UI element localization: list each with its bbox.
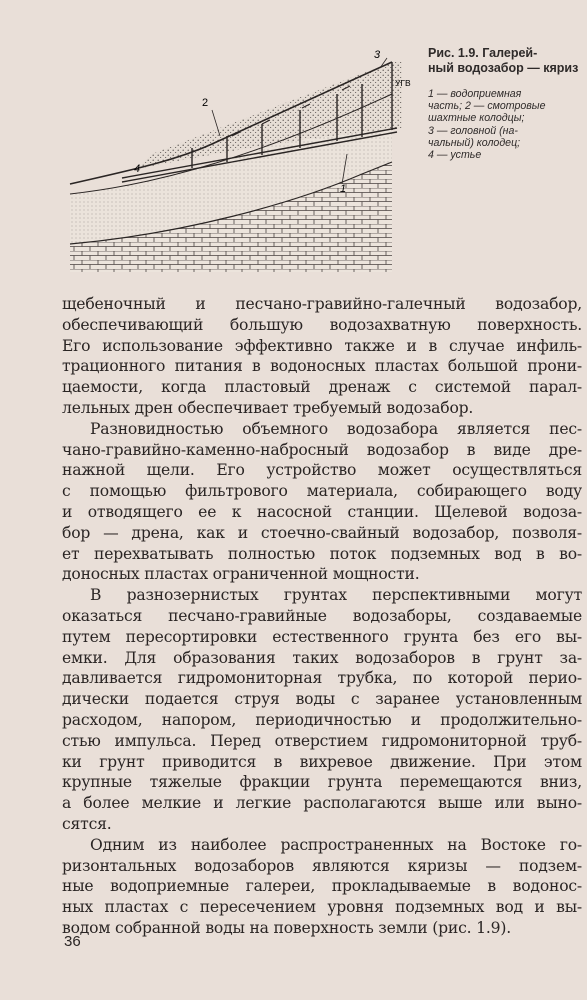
text-line: водом собранной воды на поверхность земли (рис. 1.9).: [62, 918, 511, 937]
legend-line: шахтные колодцы;: [428, 112, 525, 125]
text-line: а более мелкие и легкие располагаются выше или выно-: [62, 794, 582, 813]
label-4: 4: [134, 163, 141, 175]
text-line: Разновидностью объемного водозабора является пес-: [90, 419, 582, 438]
text-line: ки грунт приводится в вихревое движение. При этом: [62, 752, 582, 771]
text-line: крупные тяжелые фракции грунта перемещаются вниз,: [62, 773, 582, 792]
text-line: В разнозернистых грунтах перспективными могут: [90, 586, 582, 605]
text-line: щебеночный и песчано-гравийно-галечный водозабор,: [62, 295, 582, 313]
page-number: 36: [64, 933, 81, 950]
paragraph: [62, 294, 582, 419]
label-2: 2: [202, 97, 209, 109]
text-line: ет перехватывать полностью поток подземных вод в во-: [62, 544, 582, 563]
legend-line: часть; 2 — смотровые: [428, 100, 546, 113]
figure-caption: [428, 46, 586, 161]
text-line: Его использование эффективно также и в случае инфиль-: [62, 336, 582, 355]
text-line: Одним из наиболее распространенных на Востоке го-: [90, 835, 582, 854]
text-line: стью импульса. Перед отверстием гидромониторной труб-: [62, 731, 582, 750]
text-line: лельных дрен обеспечивает требуемый водозабор.: [62, 398, 474, 417]
paragraph: [62, 419, 582, 585]
label-1: 1: [340, 183, 347, 195]
paragraph: [62, 835, 582, 939]
text-line: сятся.: [62, 814, 112, 833]
text-line: емки. Для образования таких водозаборов в грунт за-: [62, 648, 582, 667]
text-line: ризонтальных водозаборов являются кяризы — подзем-: [62, 856, 582, 875]
legend-line: 3 — головной (на-: [428, 124, 518, 137]
text-line: и отводящего ее к насосной станции. Щелевой водоза-: [62, 502, 582, 521]
figure-karez-diagram: [62, 44, 424, 276]
text-line: трационного питания в водоносных пластах большой прони-: [62, 357, 582, 376]
text-line: с помощью фильтрового материала, собирающего воду: [62, 482, 582, 501]
text-line: расходом, напором, периодичностью и продолжительно-: [62, 710, 582, 729]
text-line: давливается гидромониторная трубка, по которой перио-: [62, 669, 582, 688]
body-text: [62, 294, 582, 939]
text-line: дически подается струя воды с заранее установленным: [62, 690, 582, 709]
legend-line: чальный) колодец;: [428, 136, 521, 149]
text-line: путем пересортировки естественного грунта без его вы-: [62, 627, 582, 646]
legend-line: 1 — водоприемная: [428, 88, 522, 100]
caption-title: Рис. 1.9. Галерей- ный водозабор — кяриз: [428, 46, 579, 75]
text-line: чано-гравийно-каменно-набросный водозабор в виде дре-: [62, 440, 582, 459]
text-line: нажной щели. Его устройство может осуществляться: [62, 461, 582, 480]
legend-line: 4 — устье: [428, 149, 482, 162]
text-line: бор — дрена, как и стоечно-свайный водозабор, позволя-: [62, 523, 582, 542]
text-line: ные водоприемные галереи, прокладываемые в водонос-: [62, 877, 582, 896]
text-line: доносных пластах ограниченной мощности.: [62, 565, 420, 584]
paragraph: [62, 585, 582, 835]
label-3: 3: [374, 49, 381, 61]
text-line: оказаться песчано-гравийные водозаборы, создаваемые: [62, 606, 582, 625]
text-line: ных пластах с пересечением уровня подземных вод и вы-: [62, 898, 582, 917]
text-line: цаемости, когда пластовый дренаж с системой парал-: [62, 378, 582, 397]
caption-legend: [428, 88, 586, 161]
label-ugv: УГВ: [395, 78, 411, 88]
text-line: обеспечивающий большую водозахватную поверхность.: [62, 315, 582, 334]
